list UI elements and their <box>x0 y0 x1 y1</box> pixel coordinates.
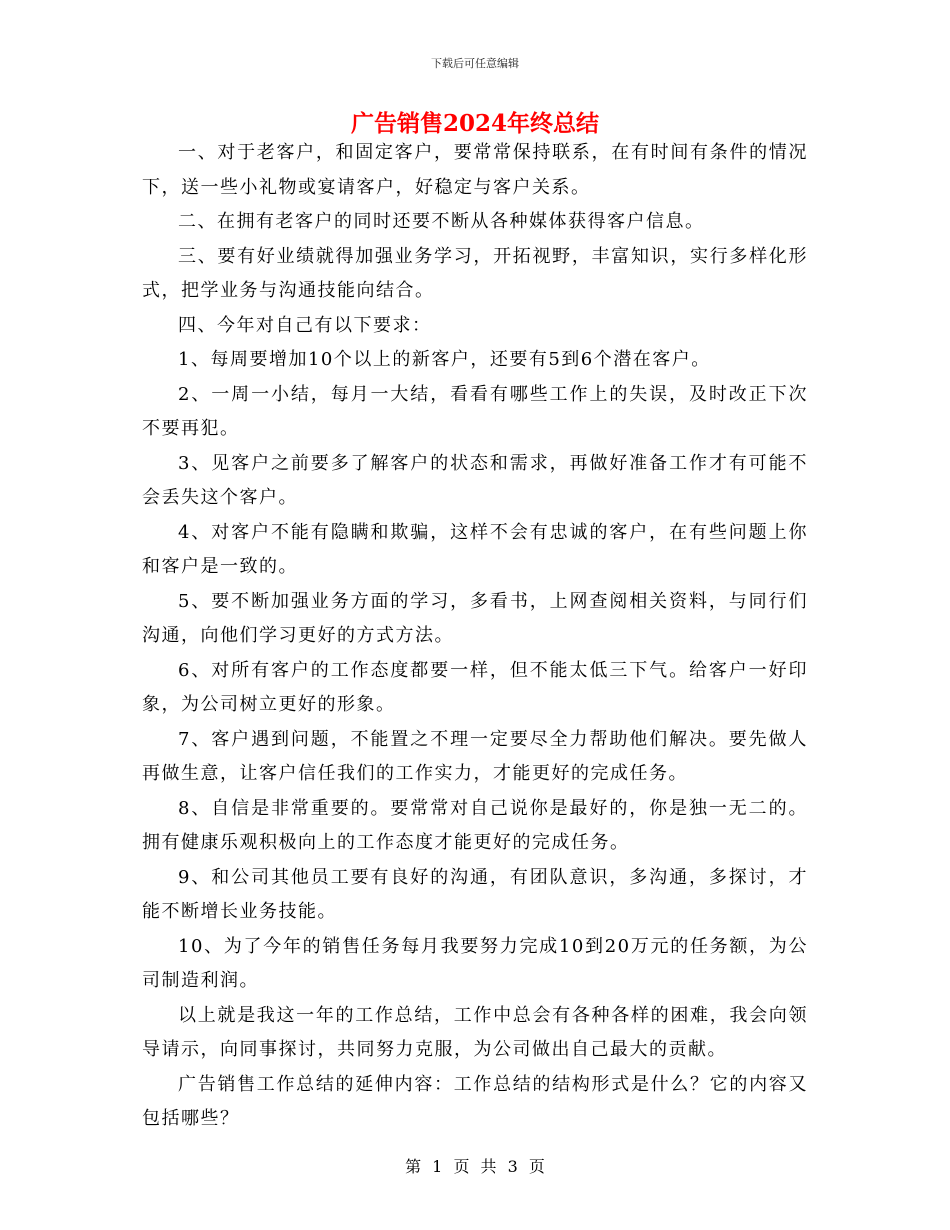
list-item: 7、客户遇到问题，不能置之不理一定要尽全力帮助他们解决。要先做人再做生意，让客户信任我们的工作实力，才能更好的完成任务。 <box>142 728 808 784</box>
document-body <box>142 136 808 1137</box>
list-item: 5、要不断加强业务方面的学习，多看书，上网查阅相关资料，与同行们沟通，向他们学习更好的方式方法。 <box>142 590 808 646</box>
list-item: 1、每周要增加10个以上的新客户，还要有5到6个潜在客户。 <box>178 349 711 370</box>
list-item: 9、和公司其他员工要有良好的沟通，有团队意识，多沟通，多探讨，才能不断增长业务技能。 <box>142 866 808 922</box>
header-note: 下载后可任意编辑 <box>431 57 519 70</box>
list-item: 6、对所有客户的工作态度都要一样，但不能太低三下气。给客户一好印象，为公司树立更好的形象。 <box>142 659 808 715</box>
paragraph: 广告销售工作总结的延伸内容：工作总结的结构形式是什么？它的内容又包括哪些？ <box>142 1073 808 1129</box>
page-indicator: 第 1 页 共 3 页 <box>405 1157 545 1176</box>
list-item: 2、一周一小结，每月一大结，看看有哪些工作上的失误，及时改正下次不要再犯。 <box>142 383 808 439</box>
paragraph: 一、对于老客户，和固定客户，要常常保持联系，在有时间有条件的情况下，送一些小礼物或宴请客户，好稳定与客户关系。 <box>142 142 808 198</box>
paragraph: 二、在拥有老客户的同时还要不断从各种媒体获得客户信息。 <box>178 211 705 232</box>
list-item: 8、自信是非常重要的。要常常对自己说你是最好的，你是独一无二的。拥有健康乐观积极向上的工作态度才能更好的完成任务。 <box>142 797 808 853</box>
paragraph: 四、今年对自己有以下要求： <box>178 314 432 336</box>
list-item: 4、对客户不能有隐瞒和欺骗，这样不会有忠诚的客户，在有些问题上你和客户是一致的。 <box>142 521 808 577</box>
paragraph: 以上就是我这一年的工作总结，工作中总会有各种各样的困难，我会向领导请示，向同事探讨，共同努力克服，为公司做出自己最大的贡献。 <box>142 1004 808 1060</box>
paragraph: 三、要有好业绩就得加强业务学习，开拓视野，丰富知识，实行多样化形式，把学业务与沟通技能向结合。 <box>142 245 808 301</box>
list-item: 10、为了今年的销售任务每月我要努力完成10到20万元的任务额，为公司制造利润。 <box>142 935 808 991</box>
document-title: 广告销售2024年终总结 <box>350 110 599 137</box>
list-item: 3、见客户之前要多了解客户的状态和需求，再做好准备工作才有可能不会丢失这个客户。 <box>142 452 808 508</box>
